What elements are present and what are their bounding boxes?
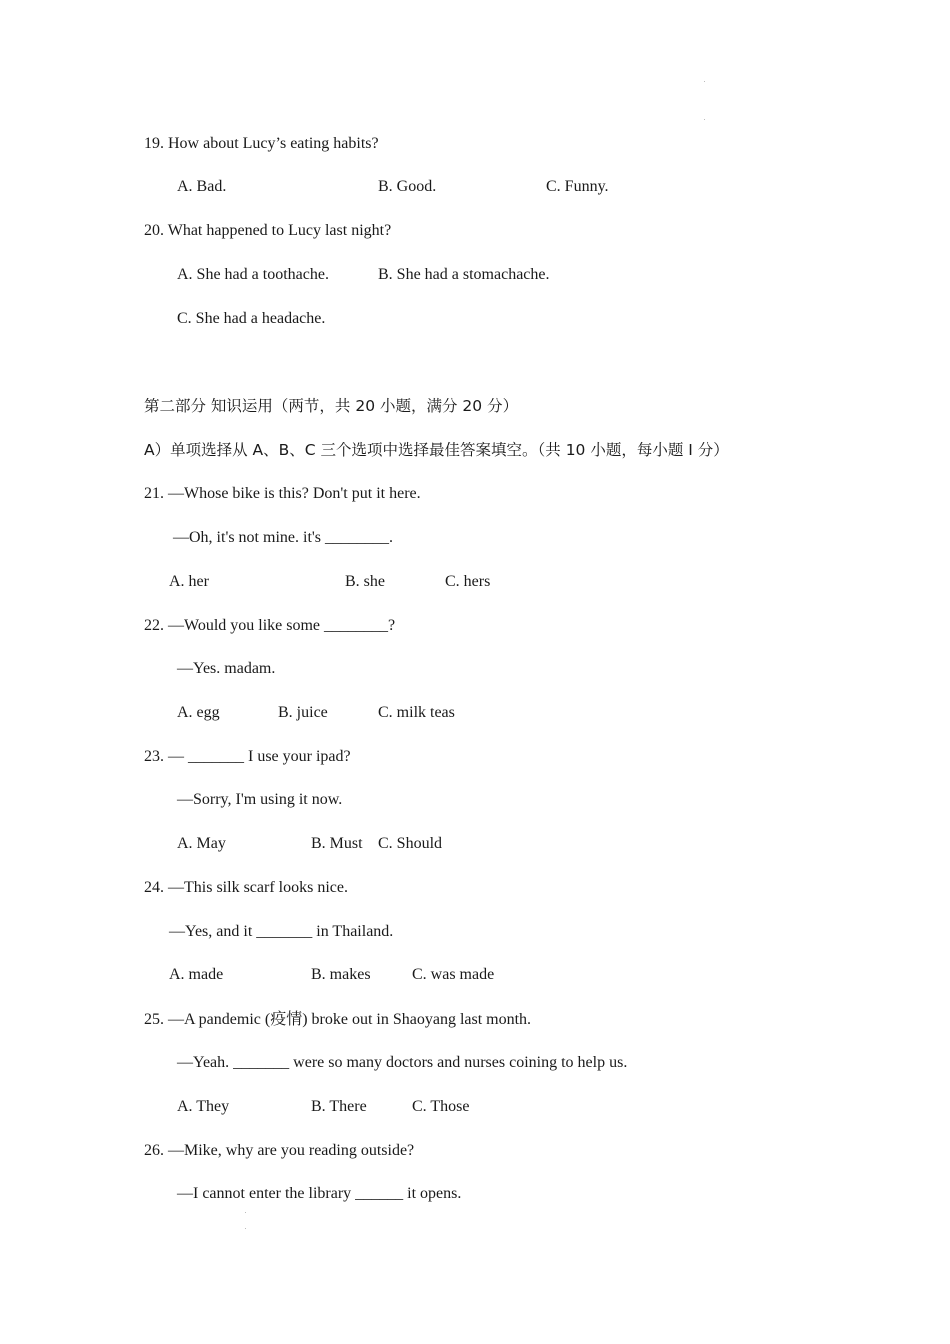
- q23-line1: 23. — _______ I use your ipad?: [144, 748, 351, 765]
- q22-option-a: A. egg: [177, 704, 220, 721]
- q24-line2: —Yes, and it _______ in Thailand.: [169, 923, 394, 940]
- q19-option-a: A. Bad.: [177, 178, 227, 195]
- q24-option-c: C. was made: [412, 966, 495, 983]
- q25-option-b: B. There: [311, 1098, 367, 1115]
- q19-option-b: B. Good.: [378, 178, 437, 195]
- q22-option-b: B. juice: [278, 704, 328, 721]
- section-a-instructions: A）单项选择从 A、B、C 三个选项中选择最佳答案填空。（共 10 小题，每小题 I 分）: [144, 441, 729, 459]
- q20-question: 20. What happened to Lucy last night?: [144, 222, 392, 239]
- q22-line2: —Yes. madam.: [177, 660, 276, 677]
- q25-option-a: A. They: [177, 1098, 230, 1115]
- q26-line1: 26. —Mike, why are you reading outside?: [144, 1142, 415, 1159]
- q23-option-c: C. Should: [378, 835, 443, 852]
- speck: [704, 81, 705, 82]
- q23-option-b: B. Must: [311, 835, 363, 852]
- q19-question: 19. How about Lucy’s eating habits?: [144, 135, 379, 152]
- q20-option-b: B. She had a stomachache.: [378, 266, 550, 283]
- speck: [245, 1228, 246, 1229]
- q25-line2: —Yeah. _______ were so many doctors and nurses coining to help us.: [177, 1054, 628, 1071]
- speck: [245, 1212, 246, 1213]
- q19-option-c: C. Funny.: [546, 178, 609, 195]
- q23-line2: —Sorry, I'm using it now.: [177, 791, 343, 808]
- q22-option-c: C. milk teas: [378, 704, 455, 721]
- q21-option-c: C. hers: [445, 573, 491, 590]
- q23-option-a: A. May: [177, 835, 226, 852]
- q20-option-a: A. She had a toothache.: [177, 266, 329, 283]
- q21-option-a: A. her: [169, 573, 209, 590]
- q24-line1: 24. —This silk scarf looks nice.: [144, 879, 348, 896]
- q26-line2: —I cannot enter the library ______ it opens.: [177, 1185, 462, 1202]
- q24-option-a: A. made: [169, 966, 224, 983]
- part2-title: 第二部分 知识运用（两节，共 20 小题，满分 20 分）: [144, 397, 519, 415]
- q22-line1: 22. —Would you like some ________?: [144, 617, 396, 634]
- q21-option-b: B. she: [345, 573, 385, 590]
- q25-option-c: C. Those: [412, 1098, 470, 1115]
- q21-line2: —Oh, it's not mine. it's ________.: [173, 529, 393, 546]
- speck: [704, 119, 705, 120]
- q20-option-c: C. She had a headache.: [177, 310, 326, 327]
- q25-line1: 25. —A pandemic (疫情) broke out in Shaoyang last month.: [144, 1011, 532, 1028]
- q21-line1: 21. —Whose bike is this? Don't put it here.: [144, 485, 421, 502]
- q24-option-b: B. makes: [311, 966, 371, 983]
